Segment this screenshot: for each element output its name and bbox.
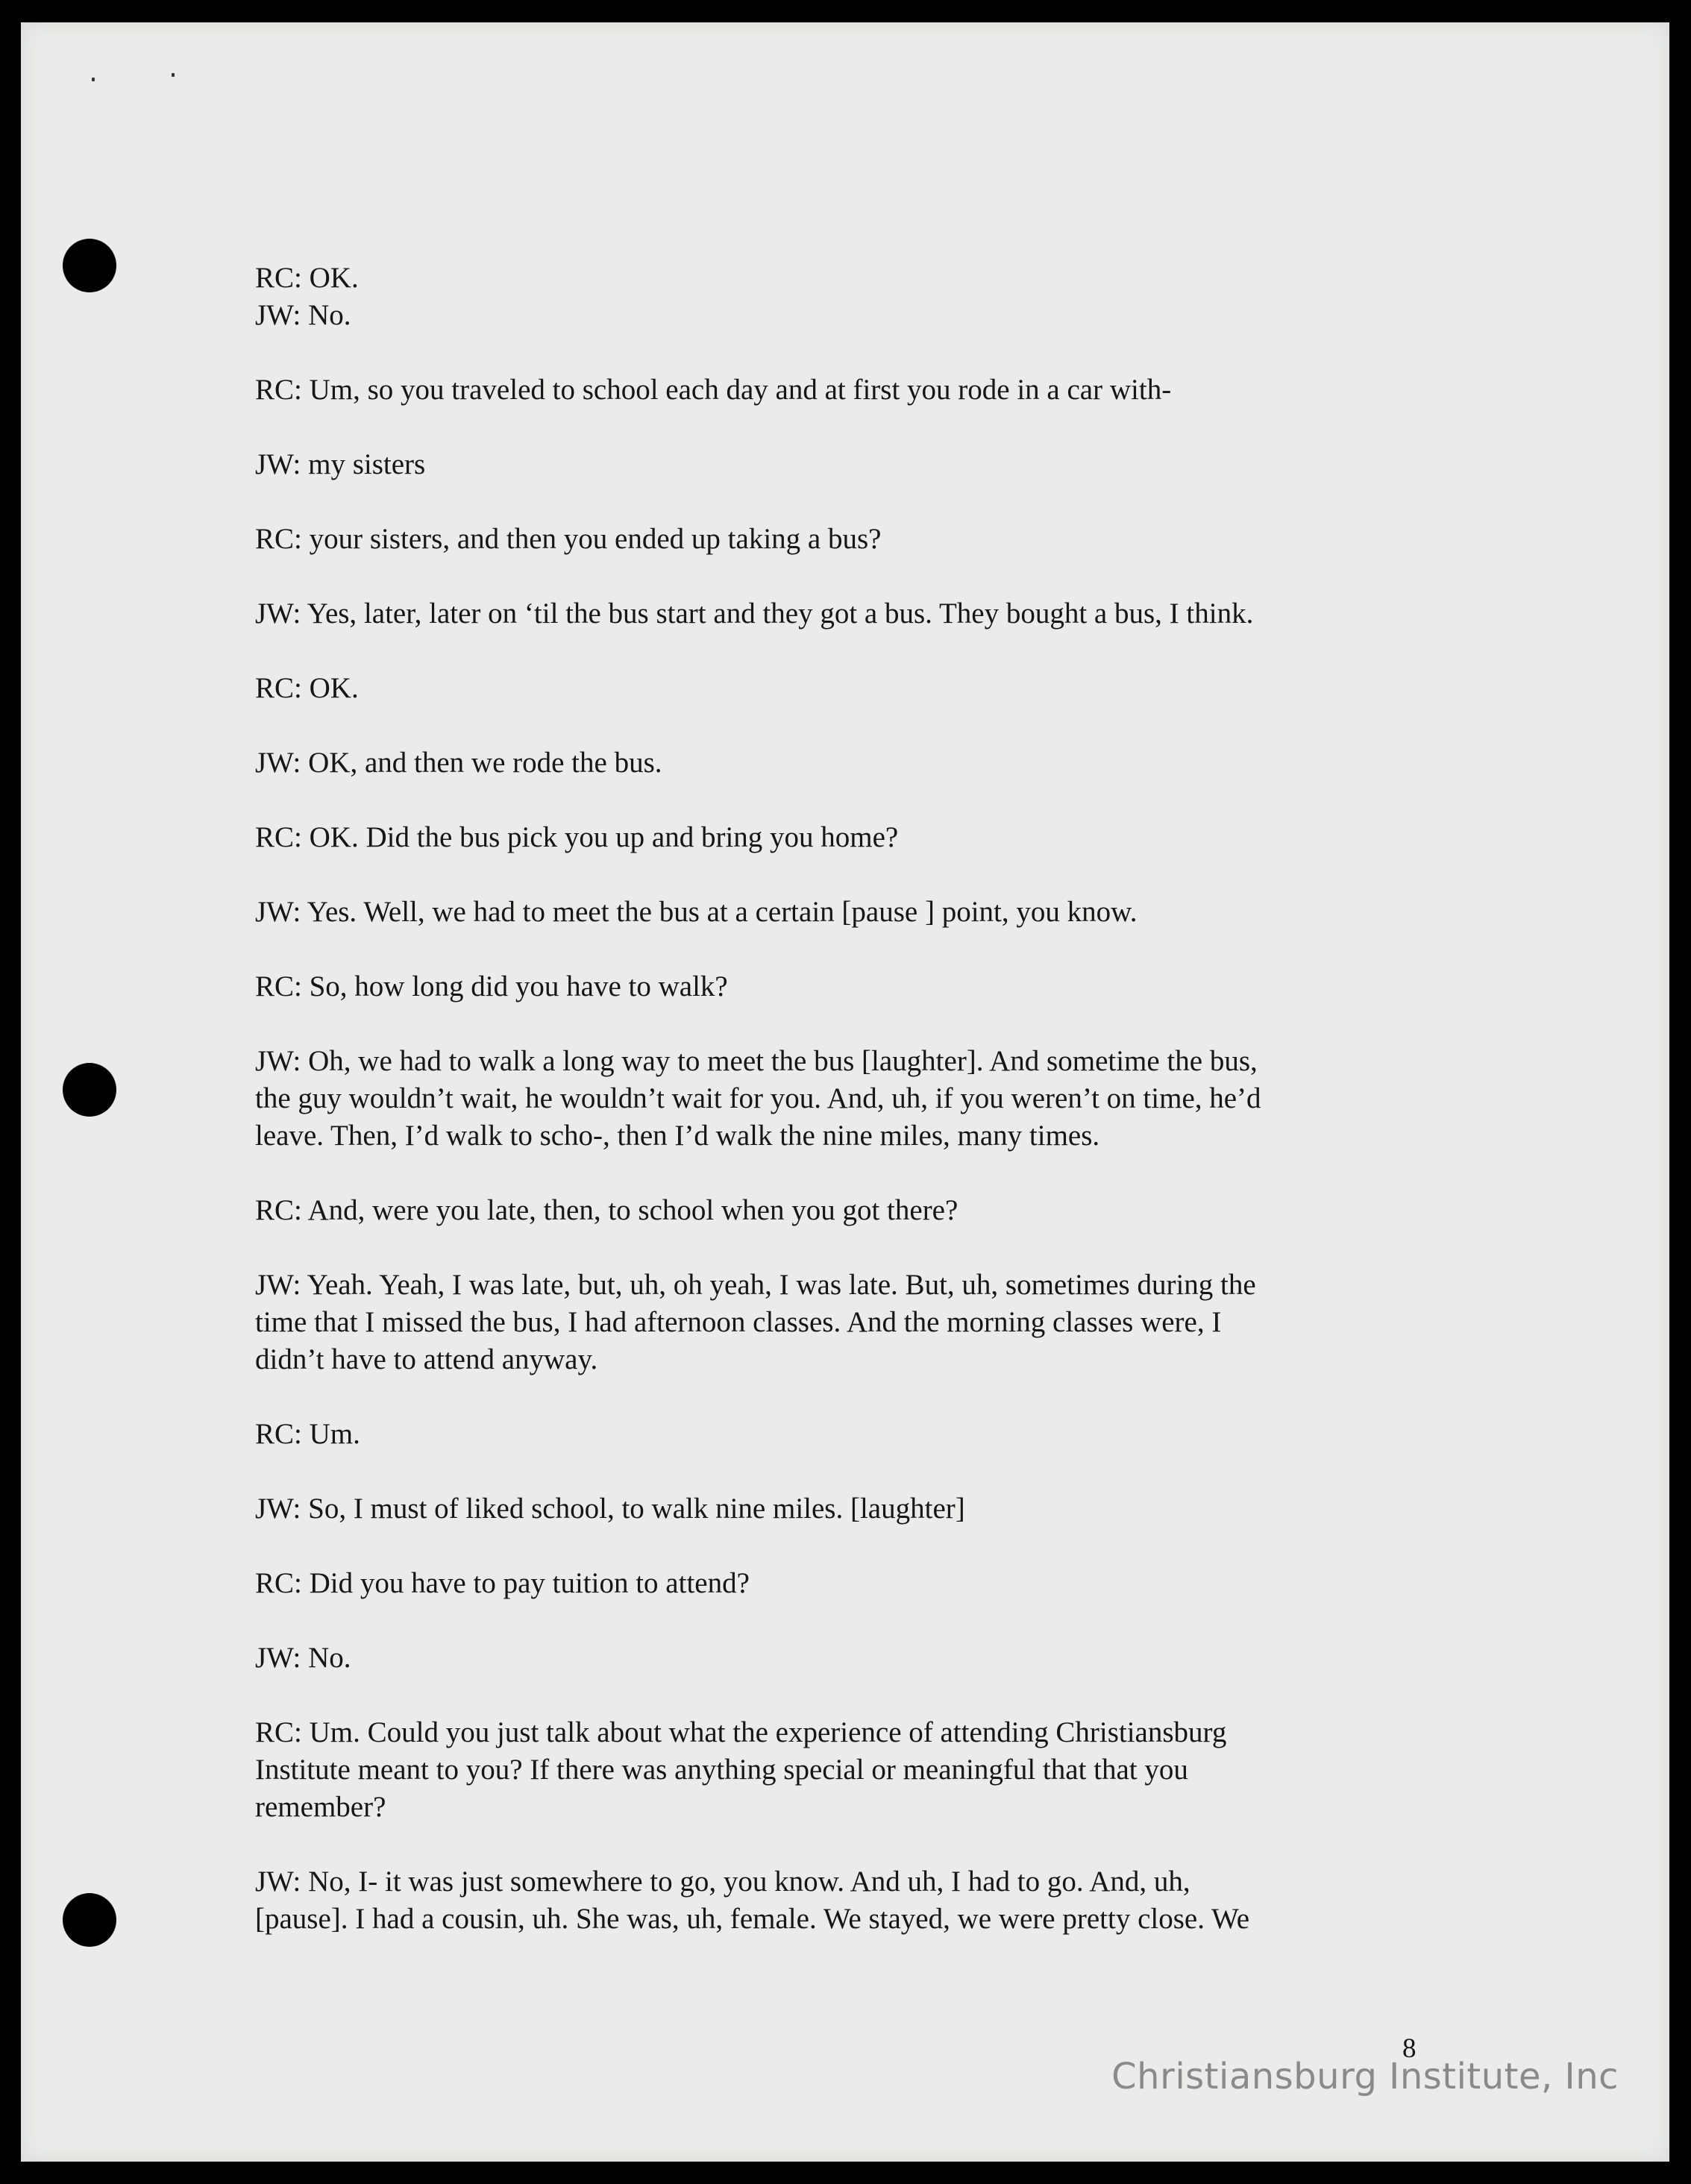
document-page — [21, 22, 1669, 2162]
transcript-line: leave. Then, I’d walk to scho-, then I’d walk the nine miles, many times. — [255, 1120, 1100, 1152]
transcript-line: JW: No. — [255, 299, 351, 331]
paragraph-gap — [255, 1378, 1449, 1416]
paragraph-gap — [255, 633, 1449, 670]
transcript-line: RC: your sisters, and then you ended up taking a bus? — [255, 523, 882, 555]
transcript-paragraph — [255, 744, 1449, 782]
paragraph-gap — [255, 1826, 1449, 1863]
paragraph-gap — [255, 1602, 1449, 1639]
transcript-paragraph — [255, 260, 1449, 334]
paragraph-gap — [255, 707, 1449, 744]
transcript-line: JW: Yeah. Yeah, I was late, but, uh, oh yeah, I was late. But, uh, sometimes during the — [255, 1269, 1256, 1301]
paragraph-gap — [255, 782, 1449, 819]
transcript-line: JW: my sisters — [255, 448, 426, 480]
transcript-line: RC: Did you have to pay tuition to attend? — [255, 1567, 750, 1599]
paragraph-gap — [255, 1677, 1449, 1714]
paper-speck — [172, 73, 175, 77]
interview-transcript — [255, 260, 1449, 1938]
page-number: 8 — [1402, 2033, 1417, 2064]
paragraph-gap — [255, 931, 1449, 968]
paragraph-gap — [255, 1155, 1449, 1192]
paragraph-gap — [255, 1453, 1449, 1490]
transcript-paragraph — [255, 894, 1449, 931]
paragraph-gap — [255, 1528, 1449, 1565]
transcript-line: the guy wouldn’t wait, he wouldn’t wait for you. And, uh, if you weren’t on time, he’d — [255, 1082, 1261, 1114]
paragraph-gap — [255, 409, 1449, 446]
transcript-line: [pause]. I had a cousin, uh. She was, uh, female. We stayed, we were pretty close. We — [255, 1903, 1250, 1935]
transcript-line: JW: OK, and then we rode the bus. — [255, 747, 662, 779]
transcript-paragraph — [255, 819, 1449, 856]
transcript-line: JW: No, I- it was just somewhere to go, you know. And uh, I had to go. And, uh, — [255, 1866, 1190, 1898]
transcript-line: RC: OK. Did the bus pick you up and bring you home? — [255, 821, 899, 853]
transcript-line: JW: So, I must of liked school, to walk nine miles. [laughter] — [255, 1493, 965, 1525]
transcript-paragraph — [255, 1490, 1449, 1528]
transcript-line: didn’t have to attend anyway. — [255, 1343, 598, 1375]
transcript-line: RC: Um. — [255, 1418, 360, 1450]
paper-speck — [92, 78, 95, 81]
paragraph-gap — [255, 334, 1449, 371]
paragraph-gap — [255, 1229, 1449, 1267]
transcript-line: JW: Yes. Well, we had to meet the bus at a certain [pause ] point, you know. — [255, 896, 1138, 928]
transcript-paragraph — [255, 1043, 1449, 1155]
paragraph-gap — [255, 856, 1449, 894]
punch-hole-middle — [63, 1063, 116, 1117]
transcript-line: RC: Um. Could you just talk about what the experience of attending Christiansburg — [255, 1716, 1227, 1748]
transcript-paragraph — [255, 1639, 1449, 1677]
paragraph-gap — [255, 1005, 1449, 1043]
transcript-paragraph — [255, 1565, 1449, 1602]
transcript-paragraph — [255, 968, 1449, 1005]
transcript-line: RC: OK. — [255, 262, 359, 294]
transcript-line: JW: No. — [255, 1642, 351, 1674]
transcript-paragraph — [255, 446, 1449, 483]
transcript-paragraph — [255, 1863, 1449, 1938]
transcript-line: RC: So, how long did you have to walk? — [255, 970, 728, 1002]
transcript-paragraph — [255, 595, 1449, 633]
transcript-paragraph — [255, 1192, 1449, 1229]
punch-hole-top — [63, 239, 116, 292]
transcript-line: time that I missed the bus, I had afternoon classes. And the morning classes were, I — [255, 1306, 1222, 1338]
punch-hole-bottom — [63, 1893, 116, 1947]
transcript-paragraph — [255, 670, 1449, 707]
transcript-line: JW: Yes, later, later on ‘til the bus start and they got a bus. They bought a bus, I think. — [255, 597, 1254, 630]
transcript-line: RC: And, were you late, then, to school when you got there? — [255, 1194, 959, 1226]
transcript-line: remember? — [255, 1791, 386, 1823]
transcript-paragraph — [255, 521, 1449, 558]
paragraph-gap — [255, 483, 1449, 521]
transcript-paragraph — [255, 371, 1449, 409]
transcript-line: RC: Um, so you traveled to school each day and at first you rode in a car with- — [255, 374, 1172, 406]
transcript-paragraph — [255, 1267, 1449, 1378]
transcript-paragraph — [255, 1714, 1449, 1826]
watermark-text: Christiansburg Institute, Inc — [1111, 2056, 1619, 2097]
transcript-line: JW: Oh, we had to walk a long way to meet the bus [laughter]. And sometime the bus, — [255, 1045, 1258, 1077]
transcript-paragraph — [255, 1416, 1449, 1453]
transcript-line: RC: OK. — [255, 672, 359, 704]
paragraph-gap — [255, 558, 1449, 595]
transcript-line: Institute meant to you? If there was anything special or meaningful that that you — [255, 1754, 1188, 1786]
